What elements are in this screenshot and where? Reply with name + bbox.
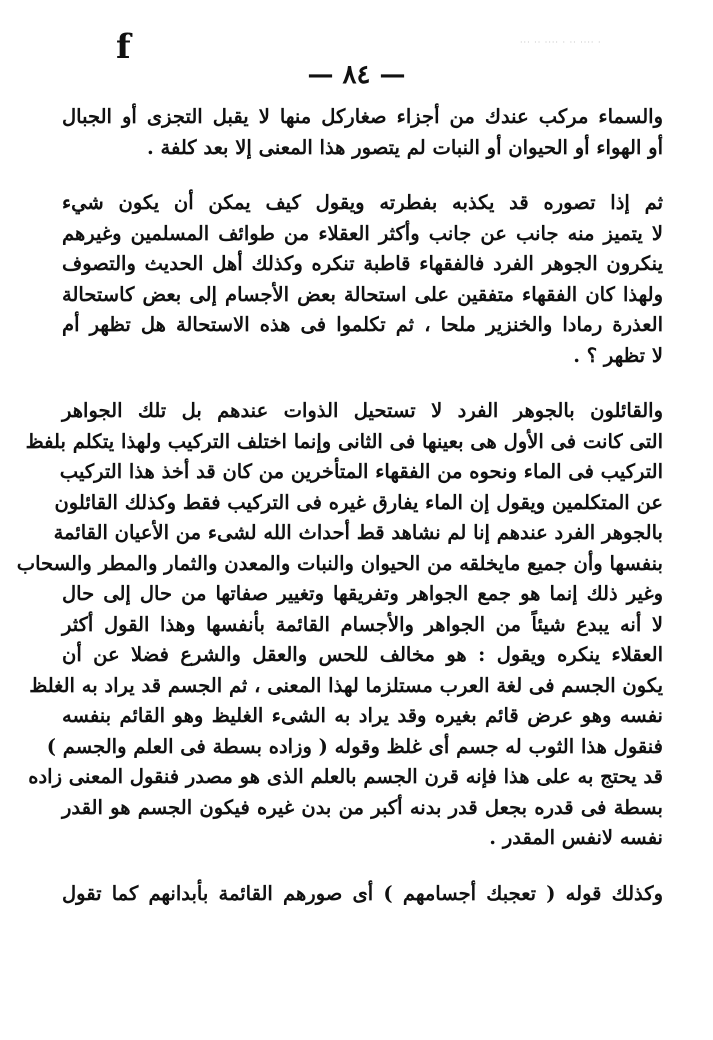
text-line: وكذلك قوله ( تعجبك أجسامهم ) أى صورهم القائمة بأبدانهم كما تقول bbox=[62, 881, 663, 905]
paragraph-gap bbox=[62, 854, 663, 879]
text-line: نفسه لانفس المقدر . bbox=[489, 826, 663, 849]
text-line: قد يحتج به على هذا فإنه قرن الجسم بالعلم الذى هو مصدر فنقول المعنى زاده bbox=[28, 765, 663, 788]
text-line: فنقول هذا الثوب له جسم أى غلظ وقوله ( وزاده بسطة فى العلم والجسم ) bbox=[46, 734, 663, 758]
paragraph-3 bbox=[16, 396, 663, 854]
text-line: لا يتميز منه جانب عن جانب وأكثر العقلاء من طوائف المسلمين وغيرهم bbox=[62, 221, 663, 245]
text-line: لا تظهر ؟ . bbox=[573, 343, 663, 367]
paragraph-2 bbox=[62, 188, 663, 371]
text-line: والقائلون بالجوهر الفرد لا تستحيل الذوات عندهم بل تلك الجواهر bbox=[62, 399, 663, 422]
corner-mark: f bbox=[116, 27, 131, 67]
text-line: ثم إذا تصوره قد يكذبه بفطرته ويقول كيف يمكن أن يكون شيء bbox=[62, 191, 663, 214]
text-line: يكون الجسم فى لغة العرب مستلزما لهذا المعنى ، ثم الجسم قد يراد به الغلظ bbox=[29, 673, 663, 697]
text-line: وغير ذلك إنما هو جمع الجواهر وتفريقها وتغيير صفاتها من حال إلى حال bbox=[62, 582, 663, 605]
text-line: بسطة فى قدره بجعل قدر بدنه أكبر من بدن غيره فيكون الجسم هو القدر bbox=[62, 795, 663, 819]
page-number: — ٨٤ — bbox=[307, 60, 406, 90]
scan-noise: ··· ·· ···· · ·· ···· · bbox=[520, 38, 602, 47]
text-line: أو الهواء أو الحيوان أو النبات لم يتصور هذا المعنى إلا بعد كلفة . bbox=[146, 135, 663, 159]
text-line: العذرة رمادا والخنزير ملحا ، ثم تكلموا فى هذه الاستحالة هل تظهر أم bbox=[62, 313, 663, 336]
paragraph-4 bbox=[62, 879, 663, 910]
text-line: نفسه وهو عرض قائم بغيره وقد يراد به الشىء الغليظ وهو القائم بنفسه bbox=[62, 704, 663, 727]
text-line: بنفسها وأن جميع مايخلقه من الحيوان والنبات والمعدن والثمار والمطر والسحاب bbox=[16, 551, 663, 575]
paragraph-1 bbox=[62, 102, 663, 163]
body-text bbox=[16, 102, 663, 909]
paragraph-gap bbox=[62, 163, 663, 188]
text-line: ولهذا كان الفقهاء متفقين على استحالة بعض الأجسام إلى بعض كاستحالة bbox=[62, 282, 663, 306]
paragraph-gap bbox=[62, 371, 663, 396]
text-line: بالجوهر الفرد عندهم إنا لم نشاهد قط أحداث الله لشىء من الأعيان القائمة bbox=[53, 521, 663, 544]
text-line: ينكرون الجوهر الفرد فالفقهاء قاطبة تنكره وكذلك أهل الحديث والتصوف bbox=[62, 252, 663, 275]
text-line: عن المتكلمين ويقول إن الماء يفارق غيره فى التركيب فقط وكذلك القائلون bbox=[54, 490, 663, 514]
text-line: والسماء مركب عندك من أجزاء صغاركل منها لا يقبل التجزى أو الجبال bbox=[62, 105, 663, 128]
text-line: التى كانت فى الأول هى بعينها فى الثانى وإنما اختلف التركيب ولهذا يتكلم بلفظ bbox=[25, 429, 663, 453]
text-line: لا أنه يبدع شيئاً من الجواهر والأجسام القائمة بأنفسها وهذا القول أكثر bbox=[62, 612, 663, 636]
text-line: العقلاء ينكره ويقول : هو مخالف للحس والعقل والشرع فضلا عن أن bbox=[62, 643, 663, 666]
text-line: التركيب فى الماء ونحوه من الفقهاء المتأخرين من كان قد أخذ هذا التركيب bbox=[59, 460, 663, 483]
